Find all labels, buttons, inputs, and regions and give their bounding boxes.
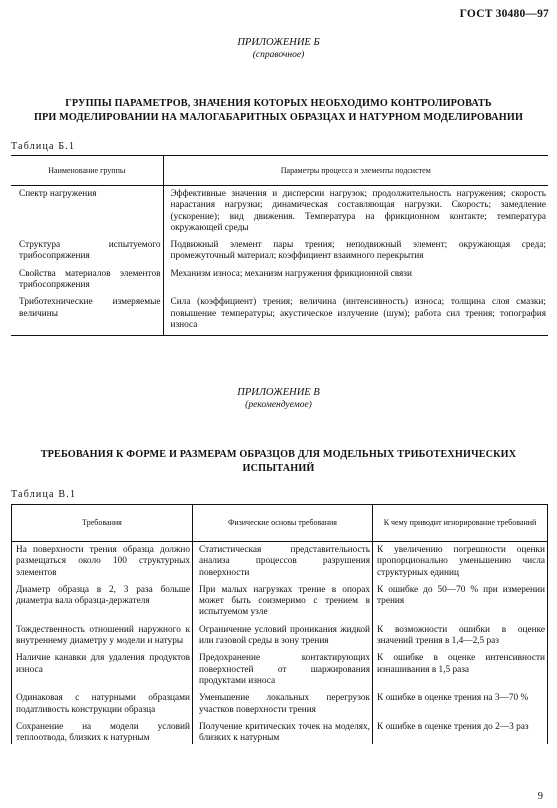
table-b1-params: Подвижный элемент пары трения; неподвижный элемент; окружающая среда; промежуточный материал; коэффициент взаимного перекрытия — [170, 240, 546, 262]
table-b1 — [11, 155, 548, 336]
appendix-b-title-line1: ГРУППЫ ПАРАМЕТРОВ, ЗНАЧЕНИЯ КОТОРЫХ НЕОБХОДИМО КОНТРОЛИРОВАТЬ — [65, 98, 492, 109]
table-v1-basis: Ограничение условий проникания жидкой или газовой среды в зону трения — [193, 619, 373, 648]
table-v1-col-effect: К чему приводит игнорирование требований — [383, 518, 537, 528]
table-row — [11, 186, 548, 235]
table-b1-group: Свойства материалов элементов трибосопряжения — [11, 263, 163, 292]
table-v1-requirement: Наличие канавки для удаления продуктов износа — [12, 647, 193, 687]
table-v1-effect: К ошибке в оценке трения до 2—3 раз — [377, 721, 529, 732]
table-v1-effect: К увеличению погрешности оценки пропорционально уменьшению числа структурных единиц — [377, 545, 545, 578]
appendix-v-title — [0, 448, 557, 475]
appendix-b-title — [0, 97, 557, 124]
table-v1-requirement: На поверхности трения образца должно размещаться около 100 структурных элементов — [12, 542, 193, 579]
table-b1-caption: Таблица Б.1 — [11, 141, 76, 152]
table-b1-col-group: Наименование группы — [11, 156, 163, 186]
table-row — [12, 542, 548, 579]
table-v1-effect: К ошибке в оценке трения на 3—70 % — [377, 693, 529, 704]
table-v1-header-row — [12, 505, 548, 542]
table-row — [12, 619, 548, 648]
appendix-v-note: (рекомендуемое) — [245, 400, 312, 410]
table-row — [11, 291, 548, 335]
appendix-v-label: ПРИЛОЖЕНИЕ В — [237, 387, 320, 398]
table-v1-requirement: Тождественность отношений наружного к внутреннему диаметру у модели и натуры — [12, 619, 193, 648]
appendix-b-note: (справочное) — [252, 50, 305, 60]
appendix-b-label: ПРИЛОЖЕНИЕ Б — [237, 37, 320, 48]
table-v1-basis: Предохранение контактирующих поверхностей от шаржирования продуктами износа — [193, 647, 373, 687]
table-b1-params: Механизм износа; механизм нагружения фрикционной связи — [170, 268, 412, 279]
table-v1-col-requirements: Требования — [12, 505, 193, 542]
table-v1-requirement: Одинаковая с натурными образцами податливость конструкции образца — [12, 687, 193, 716]
table-v1 — [11, 504, 548, 744]
appendix-b-heading — [0, 37, 557, 61]
appendix-v-title-line2: ИСПЫТАНИЙ — [242, 462, 315, 474]
table-b1-col-params: Параметры процесса и элементы подсистем — [280, 165, 431, 175]
table-row — [12, 716, 548, 745]
table-row — [12, 687, 548, 716]
table-v1-basis: Уменьшение локальных перегрузок участков поверхности трения — [193, 687, 373, 716]
table-v1-col-basis: Физические основы требования — [193, 505, 373, 542]
table-v1-basis: При малых нагрузках трение в опорах может быть соизмеримо с трением в испытуемом узле — [193, 579, 373, 619]
table-row — [12, 579, 548, 619]
appendix-b-title-line2: ПРИ МОДЕЛИРОВАНИИ НА МАЛОГАБАРИТНЫХ ОБРАЗЦАХ И НАТУРНОМ МОДЕЛИРОВАНИИ — [33, 111, 524, 123]
table-v1-basis: Статистическая представительность анализа процессов разрушения поверхности — [193, 542, 373, 579]
table-v1-effect: К возможности ошибки в оценке значений трения в 1,4—2,5 раз — [377, 624, 545, 647]
table-b1-params: Эффективные значения и дисперсии нагрузок; продолжительность нагружения; скорость нарастания нагрузки; динамическая составляющая нагрузки. Скорость; замедление (ускорение); вид движения. Температура на фрикционном контакте; температура окружающей среды — [170, 189, 546, 233]
table-b1-group: Триботехнические измеряемые величины — [11, 291, 163, 335]
table-row — [11, 263, 548, 292]
table-v1-effect: К ошибке до 50—70 % при измерении трения — [377, 584, 545, 607]
table-row — [11, 234, 548, 263]
document-code: ГОСТ 30480—97 — [459, 8, 549, 20]
table-b1-header-row — [11, 156, 548, 186]
table-b1-params: Сила (коэффициент) трения; величина (интенсивность) износа; толщина слоя смазки; повышение температуры; акустическое излучение (шум); работа сил трения; топография износа — [170, 297, 546, 330]
page-number: 9 — [537, 791, 543, 802]
table-b1-group: Спектр нагружения — [11, 186, 163, 235]
table-v1-caption: Таблица В.1 — [11, 489, 77, 500]
table-b1-group: Структура испытуемого трибосопряжения — [11, 234, 163, 263]
table-v1-requirement: Сохранение на модели условий теплоотвода, близких к натурным — [12, 716, 193, 745]
table-row — [12, 647, 548, 687]
table-v1-requirement: Диаметр образца в 2, 3 раза больше диаметра вала образца-держателя — [12, 579, 193, 619]
table-v1-effect: К ошибке в оценке интенсивности изнашивания в 1,5 раза — [377, 653, 545, 675]
appendix-v-title-line1: ТРЕБОВАНИЯ К ФОРМЕ И РАЗМЕРАМ ОБРАЗЦОВ ДЛЯ МОДЕЛЬНЫХ ТРИБОТЕХНИЧЕСКИХ — [40, 449, 517, 460]
appendix-v-heading — [0, 387, 557, 411]
table-v1-basis: Получение критических точек на моделях, близких к натурным — [193, 716, 373, 745]
